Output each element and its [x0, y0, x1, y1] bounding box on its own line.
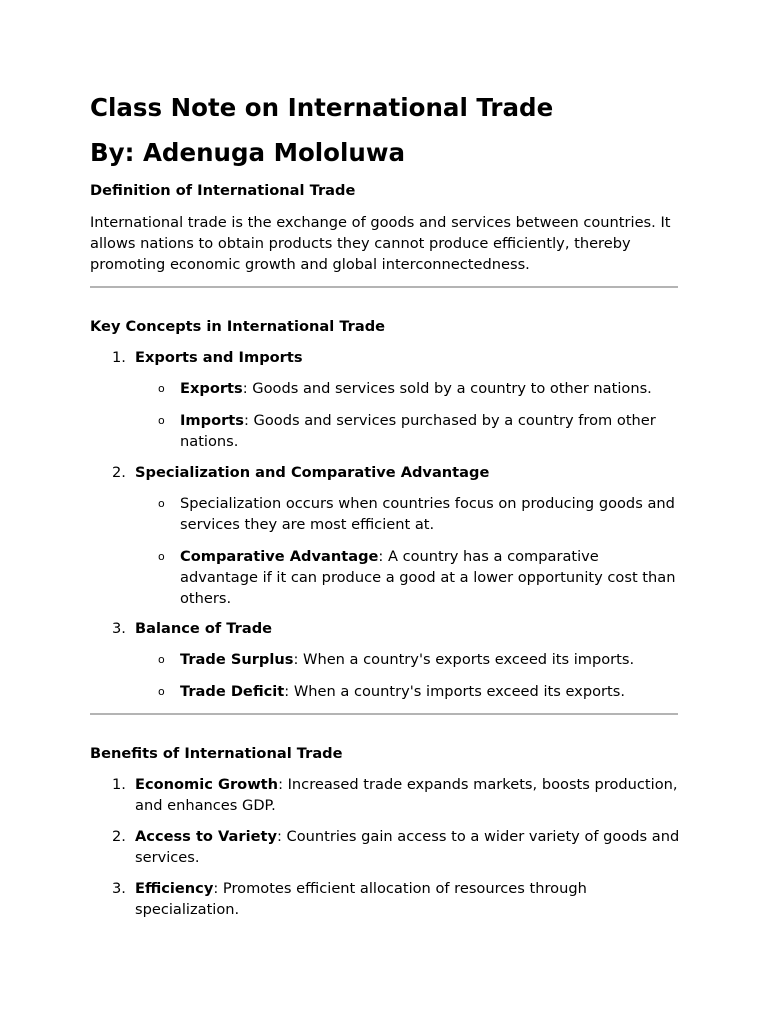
term: Access to Variety: [135, 828, 277, 845]
list-number: 2.: [112, 464, 126, 481]
divider-1: [90, 286, 678, 288]
term-description: : Increased trade expands markets, boosts production, and enhances GDP.: [135, 776, 678, 814]
key-concept-title: Balance of Trade: [135, 620, 273, 637]
key-concepts-heading: Key Concepts in International Trade: [90, 318, 386, 335]
document-title: Class Note on International Trade: [90, 93, 554, 122]
term: Efficiency: [135, 880, 214, 897]
term-description: Specialization occurs when countries focus on producing goods and services they are most efficient at.: [180, 495, 675, 533]
term: Comparative Advantage: [180, 548, 379, 565]
list-number: 1.: [112, 349, 126, 366]
benefits-heading: Benefits of International Trade: [90, 745, 343, 762]
key-concept-title: Specialization and Comparative Advantage: [135, 464, 490, 481]
term-description: : When a country's imports exceed its exports.: [284, 683, 625, 700]
term: Imports: [180, 412, 244, 429]
term-description: : Countries gain access to a wider variety of goods and services.: [135, 828, 680, 866]
term-description: : Goods and services purchased by a country from other nations.: [180, 412, 656, 450]
list-number: 2.: [112, 828, 126, 845]
document-author: By: Adenuga Mololuwa: [90, 138, 406, 167]
term-description: : Promotes efficient allocation of resources through specialization.: [135, 880, 587, 918]
list-number: 1.: [112, 776, 126, 793]
term-description: : When a country's exports exceed its imports.: [293, 651, 635, 668]
bullet-icon: o: [158, 550, 165, 563]
term-description: : Goods and services sold by a country to other nations.: [242, 380, 652, 397]
term: Trade Deficit: [180, 683, 285, 700]
bullet-icon: o: [158, 382, 165, 395]
list-number: 3.: [112, 620, 126, 637]
bullet-icon: o: [158, 685, 165, 698]
list-number: 3.: [112, 880, 126, 897]
bullet-icon: o: [158, 653, 165, 666]
term: Exports: [180, 380, 243, 397]
definition-paragraph: International trade is the exchange of goods and services between countries. It allows nations to obtain products they cannot produce efficiently, thereby promoting economic growth and global interconnectedness.: [90, 214, 671, 273]
bullet-icon: o: [158, 497, 165, 510]
term: Economic Growth: [135, 776, 279, 793]
bullet-icon: o: [158, 414, 165, 427]
definition-heading: Definition of International Trade: [90, 182, 356, 199]
term-description: : A country has a comparative advantage if it can produce a good at a lower opportunity cost than others.: [180, 548, 676, 607]
term: Trade Surplus: [180, 651, 294, 668]
divider-2: [90, 713, 678, 715]
key-concept-title: Exports and Imports: [135, 349, 303, 366]
